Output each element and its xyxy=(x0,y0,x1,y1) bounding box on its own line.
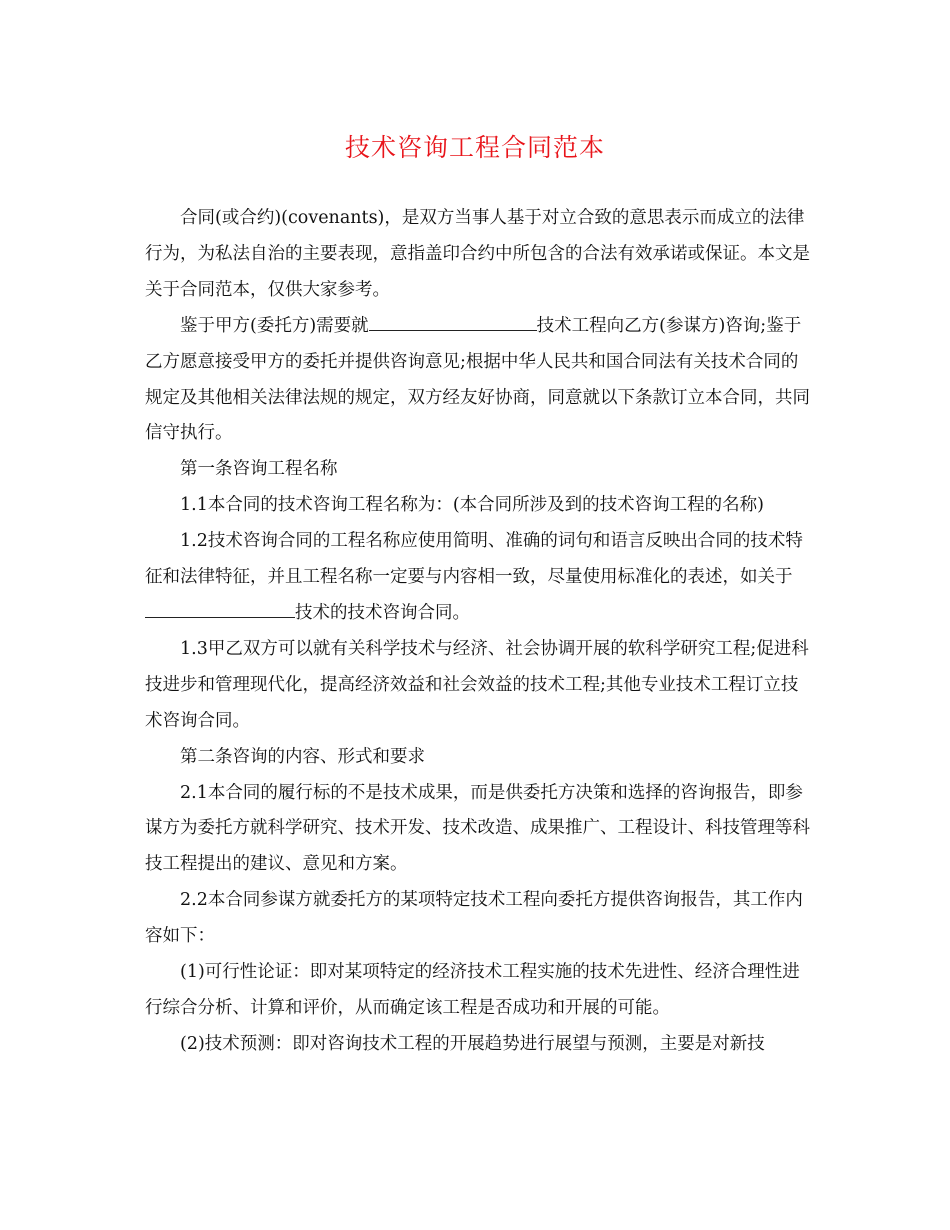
heading-article-1: 第一条咨询工程名称 xyxy=(180,459,338,480)
paragraph-1-1: 1.1本合同的技术咨询工程名称为：(本合同所涉及到的技术咨询工程的名称) xyxy=(180,495,764,516)
recital-text-after: 技术工程向乙方(参谋方)咨询;鉴于乙方愿意接受甲方的委托并提供咨询意见;根据中华人民共和国合同法有关技术合同的规定及其他相关法律法规的规定，双方经友好协商，同意就以下条款订立本合同，共同信守执行。 xyxy=(145,315,810,444)
clause-1-2-text-before: 1.2技术咨询合同的工程名称应使用简明、准确的词句和语言反映出合同的技术特征和法律特征，并且工程名称一定要与内容相一致，尽量使用标准化的表述，如关于 xyxy=(145,531,803,588)
paragraph-item-2: (2)技术预测：即对咨询技术工程的开展趋势进行展望与预测，主要是对新技 xyxy=(180,1033,765,1054)
paragraph-2-1: 2.1本合同的履行标的不是技术成果，而是供委托方决策和选择的咨询报告，即参谋方为委托方就科学研究、技术开发、技术改造、成果推广、工程设计、科技管理等科技工程提出的建议、意见和方案。 xyxy=(145,782,810,875)
paragraph-item-1: (1)可行性论证：即对某项特定的经济技术工程实施的技术先进性、经济合理性进行综合分析、计算和评价，从而确定该工程是否成功和开展的可能。 xyxy=(145,962,800,1018)
paragraph-2-2: 2.2本合同参谋方就委托方的某项特定技术工程向委托方提供咨询报告，其工作内容如下： xyxy=(145,890,803,947)
clause-1-2-text-after: 技术的技术咨询合同。 xyxy=(295,602,470,623)
recital-text-before: 鉴于甲方(委托方)需要就 xyxy=(180,315,369,336)
paragraph-1-3: 1.3甲乙双方可以就有关科学技术与经济、社会协调开展的软科学研究工程;促进科技进步和管理现代化，提高经济效益和社会效益的技术工程;其他专业技术工程订立技术咨询合同。 xyxy=(145,638,809,731)
document-body xyxy=(145,201,811,1063)
document-title: 技术咨询工程合同范本 xyxy=(344,133,605,162)
paragraph-intro: 合同(或合约)(covenants)，是双方当事人基于对立合致的意思表示而成立的法律行为，为私法自治的主要表现，意指盖印合约中所包含的合法有效承诺或保证。本文是关于合同范本，仅供大家参考。 xyxy=(145,208,810,300)
blank-line-technology xyxy=(145,600,295,618)
heading-article-2: 第二条咨询的内容、形式和要求 xyxy=(180,746,425,767)
paragraph-recital xyxy=(145,309,811,453)
blank-line-project xyxy=(369,313,537,331)
paragraph-1-2 xyxy=(145,524,811,632)
